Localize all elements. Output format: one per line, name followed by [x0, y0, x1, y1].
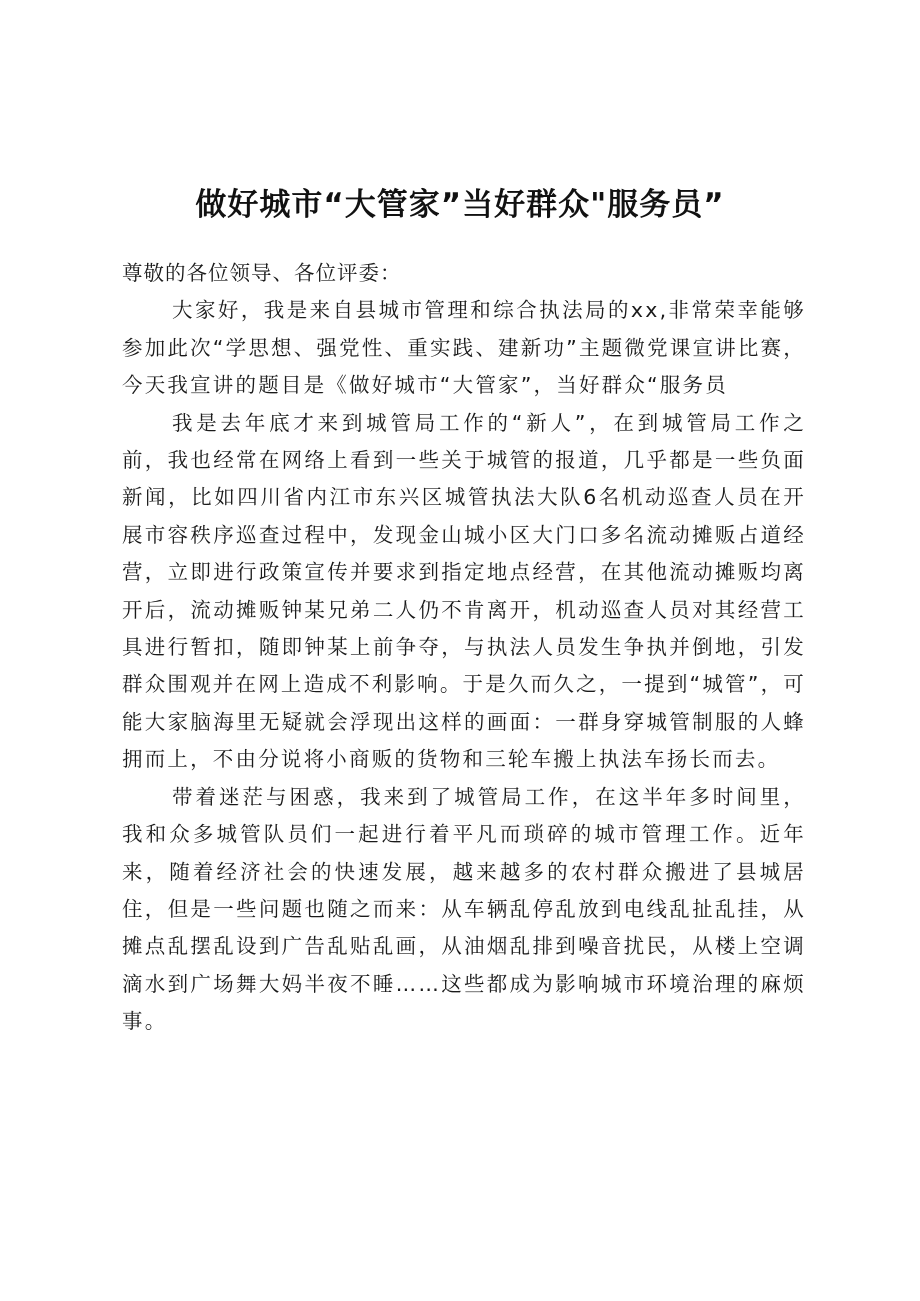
paragraph-1: 大家好，我是来自县城市管理和综合执法局的xx,非常荣幸能够参加此次“学思想、强党性、重实践、建新功”主题微党课宣讲比赛，今天我宣讲的题目是《做好城市“大管家”，当好群众“服务员 — [122, 298, 806, 398]
document-body — [122, 255, 806, 1041]
document-title: 做好城市“大管家”当好群众"服务员” — [195, 186, 725, 223]
salutation: 尊敬的各位领导、各位评委： — [122, 261, 402, 285]
paragraph-3: 带着迷茫与困惑，我来到了城管局工作，在这半年多时间里，我和众多城管队员们一起进行着平凡而琐碎的城市管理工作。近年来，随着经济社会的快速发展，越来越多的农村群众搬进了县城居住，但是一些问题也随之而来：从车辆乱停乱放到电线乱扯乱挂，从摊点乱摆乱设到广告乱贴乱画，从油烟乱排到噪音扰民，从楼上空调滴水到广场舞大妈半夜不睡……这些都成为影响城市环境治理的麻烦事。 — [122, 784, 806, 1034]
paragraph-2: 我是去年底才来到城管局工作的“新人”，在到城管局工作之前，我也经常在网络上看到一些关于城管的报道，几乎都是一些负面新闻，比如四川省内江市东兴区城管执法大队6名机动巡查人员在开展市容秩序巡查过程中，发现金山城小区大门口多名流动摊贩占道经营，立即进行政策宣传并要求到指定地点经营，在其他流动摊贩均离开后，流动摊贩钟某兄弟二人仍不肯离开，机动巡查人员对其经营工具进行暂扣，随即钟某上前争夺，与执法人员发生争执并倒地，引发群众围观并在网上造成不利影响。于是久而久之，一提到“城管”，可能大家脑海里无疑就会浮现出这样的画面：一群身穿城管制服的人蜂拥而上，不由分说将小商贩的货物和三轮车搬上执法车扬长而去。 — [122, 410, 806, 772]
